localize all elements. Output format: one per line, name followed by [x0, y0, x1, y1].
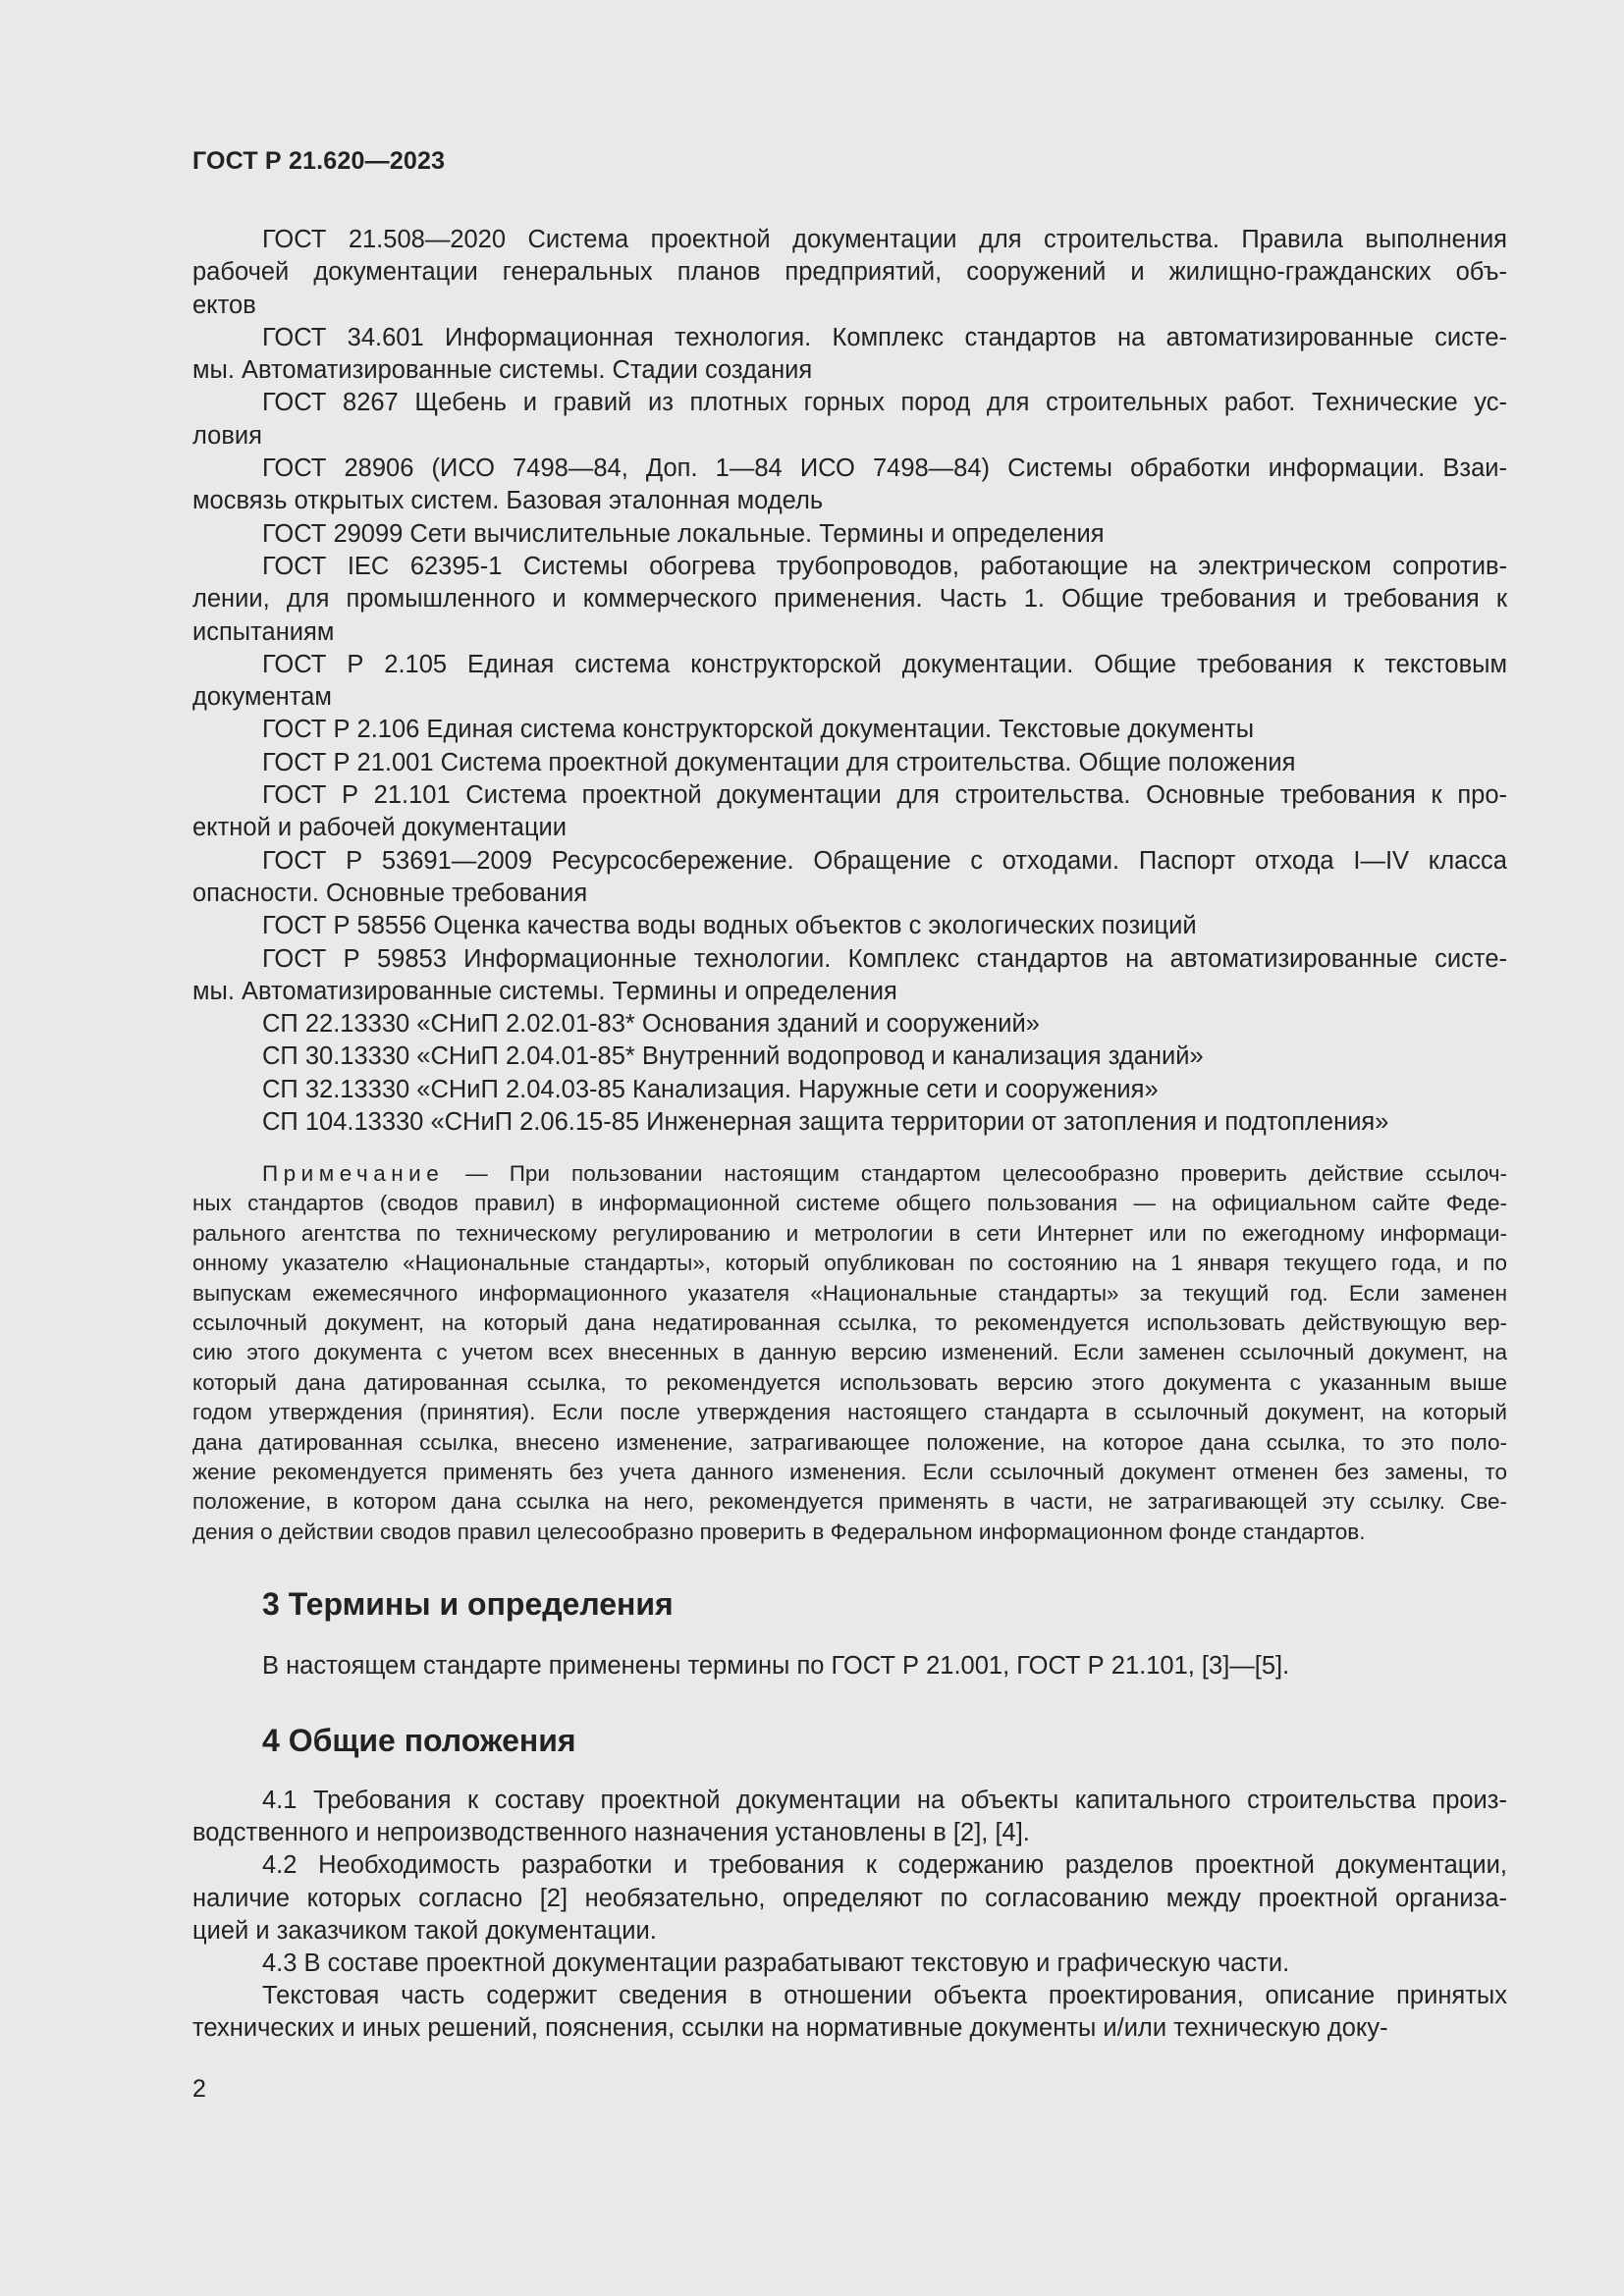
reference-entry: [192, 1074, 1507, 1106]
reference-entry: [192, 1008, 1507, 1041]
note-line: дана датированная ссылка, внесено изменение, затрагивающее положение, на которое дана ссылка, то это поло-: [192, 1429, 1507, 1455]
text-line: документам: [192, 683, 332, 712]
reference-entry: [192, 1106, 1507, 1139]
section-3-heading: 3 Термины и определения: [262, 1586, 674, 1622]
note-line: рального агентства по техническому регулированию и метрологии в сети Интернет или по ежегодному информаци-: [192, 1220, 1507, 1246]
text-line: ГОСТ Р 21.001 Система проектной документации для строительства. Общие положения: [262, 748, 1296, 776]
text-line: ГОСТ 34.601 Информационная технология. Комплекс стандартов на автоматизированные систе-: [262, 323, 1507, 351]
note-line: ных стандартов (сводов правил) в информационной системе общего пользования — на официальном сайте Феде-: [192, 1191, 1507, 1216]
text-line: ГОСТ Р 59853 Информационные технологии. Комплекс стандартов на автоматизированные систе-: [262, 944, 1507, 973]
normative-references-list: [192, 224, 1507, 1139]
note-line: который дана датированная ссылка, то рекомендуется использовать версию этого документа с указанным выше: [192, 1369, 1507, 1395]
reference-entry: [192, 551, 1507, 649]
text-line: ГОСТ 8267 Щебень и гравий из плотных горных пород для строительных работ. Технические ус-: [262, 389, 1507, 417]
text-line: водственного и непроизводственного назначения установлены в [2], [4].: [192, 1819, 1030, 1847]
reference-entry: [192, 649, 1507, 715]
section-4-paragraph: [192, 1849, 1507, 1948]
text-line: мы. Автоматизированные системы. Стадии создания: [192, 356, 813, 385]
note-line: положение, в котором дана ссылка на него, рекомендуется применять в части, не затрагивающей эту ссылку. Све-: [192, 1489, 1507, 1515]
note-line: ссылочный документ, на который дана недатированная ссылка, то рекомендуется использовать действующую вер-: [192, 1310, 1507, 1336]
text-line: СП 32.13330 «СНиП 2.04.03-85 Канализация. Наружные сети и сооружения»: [262, 1075, 1159, 1103]
text-line: цией и заказчиком такой документации.: [192, 1916, 657, 1945]
text-line: ГОСТ Р 58556 Оценка качества воды водных объектов с экологических позиций: [262, 912, 1197, 940]
text-line: ГОСТ Р 21.101 Система проектной документации для строительства. Основные требования к про-: [262, 781, 1507, 810]
text-line: технических и иных решений, пояснения, ссылки на нормативные документы и/или техническую доку-: [192, 2014, 1388, 2043]
section-4-body: [192, 1785, 1507, 2046]
text-line: ГОСТ 28906 (ИСО 7498—84, Доп. 1—84 ИСО 7498—84) Системы обработки информации. Взаи-: [262, 454, 1507, 483]
text-line: наличие которых согласно [2] необязательно, определяют по согласованию между проектной организа-: [192, 1884, 1507, 1912]
text-line: 4.2 Необходимость разработки и требования к содержанию разделов проектной документации,: [262, 1851, 1507, 1880]
note-label: Примечание: [262, 1161, 445, 1186]
reference-entry: [192, 224, 1507, 322]
reference-entry: [192, 910, 1507, 942]
text-line: СП 22.13330 «СНиП 2.02.01-83* Основания зданий и сооружений»: [262, 1010, 1040, 1039]
text-line: мосвязь открытых систем. Базовая эталонная модель: [192, 487, 824, 515]
text-line: ГОСТ 21.508—2020 Система проектной документации для строительства. Правила выполнения: [262, 226, 1507, 253]
text-line: СП 104.13330 «СНиП 2.06.15-85 Инженерная защита территории от затопления и подтопления»: [262, 1108, 1389, 1137]
text-line: СП 30.13330 «СНиП 2.04.01-85* Внутренний водопровод и канализация зданий»: [262, 1042, 1204, 1071]
text-line: 4.1 Требования к составу проектной документации на объекты капитального строительства произ-: [262, 1787, 1507, 1814]
reference-entry: [192, 1041, 1507, 1073]
section-3-text: В настоящем стандарте применены термины по ГОСТ Р 21.001, ГОСТ Р 21.101, [3]—[5].: [262, 1652, 1290, 1680]
reference-entry: [192, 779, 1507, 845]
reference-entry: [192, 387, 1507, 453]
text-line: ГОСТ Р 53691—2009 Ресурсосбережение. Обращение с отходами. Паспорт отхода I—IV класса: [262, 846, 1507, 875]
note-line: сию этого документа с учетом всех внесенных в данную версию изменений. Если заменен ссылочный документ, на: [192, 1340, 1507, 1365]
text-line: мы. Автоматизированные системы. Термины и определения: [192, 977, 897, 1005]
reference-entry: [192, 453, 1507, 518]
reference-entry: [192, 845, 1507, 911]
text-line: Текстовая часть содержит сведения в отношении объекта проектирования, описание принятых: [262, 1982, 1507, 2010]
section-4-paragraph: [192, 1785, 1507, 1849]
text-line: ловия: [192, 421, 262, 450]
note-line: выпускам ежемесячного информационного указателя «Национальные стандарты» за текущий год. Если заменен: [192, 1280, 1507, 1306]
note-line: годом утверждения (принятия). Если после утверждения настоящего стандарта в ссылочный документ, на который: [192, 1400, 1507, 1425]
references-note: [192, 1159, 1507, 1547]
text-line: ГОСТ Р 2.106 Единая система конструкторской документации. Текстовые документы: [262, 716, 1255, 744]
section-4-paragraph: [192, 1948, 1507, 1980]
text-line: опасности. Основные требования: [192, 879, 588, 907]
document-header-code: ГОСТ Р 21.620—2023: [192, 147, 446, 175]
text-line: ГОСТ IEC 62395-1 Системы обогрева трубопроводов, работающие на электрическом сопротив-: [262, 552, 1507, 580]
note-line: Примечание — При пользовании настоящим стандартом целесообразно проверить действие ссылоч-: [262, 1161, 1507, 1186]
text-line: ГОСТ 29099 Сети вычислительные локальные. Термины и определения: [262, 519, 1105, 548]
reference-entry: [192, 747, 1507, 779]
text-line: ГОСТ Р 2.105 Единая система конструкторской документации. Общие требования к текстовым: [262, 650, 1507, 678]
text-line: рабочей документации генеральных планов предприятий, сооружений и жилищно-гражданских объ-: [192, 258, 1507, 287]
note-line: жение рекомендуется применять без учета данного изменения. Если ссылочный документ отменен без замены, то: [192, 1460, 1507, 1485]
text-line: лении, для промышленного и коммерческого применения. Часть 1. Общие требования и требования к: [192, 585, 1507, 614]
text-line: 4.3 В составе проектной документации разрабатывают текстовую и графическую части.: [262, 1949, 1290, 1978]
text-line: испытаниям: [192, 617, 335, 646]
reference-entry: [192, 943, 1507, 1009]
reference-entry: [192, 518, 1507, 551]
reference-entry: [192, 322, 1507, 388]
note-line: онному указателю «Национальные стандарты», который опубликован по состоянию на 1 января текущего года, и по: [192, 1251, 1507, 1276]
page-number: 2: [192, 2075, 206, 2103]
note-line: дения о действии сводов правил целесообразно проверить в Федеральном информационном фонде стандартов.: [192, 1519, 1366, 1544]
text-line: ектной и рабочей документации: [192, 814, 568, 842]
section-4-heading: 4 Общие положения: [262, 1723, 576, 1758]
section-4-paragraph: [192, 1980, 1507, 2045]
text-line: ектов: [192, 291, 256, 319]
reference-entry: [192, 714, 1507, 746]
